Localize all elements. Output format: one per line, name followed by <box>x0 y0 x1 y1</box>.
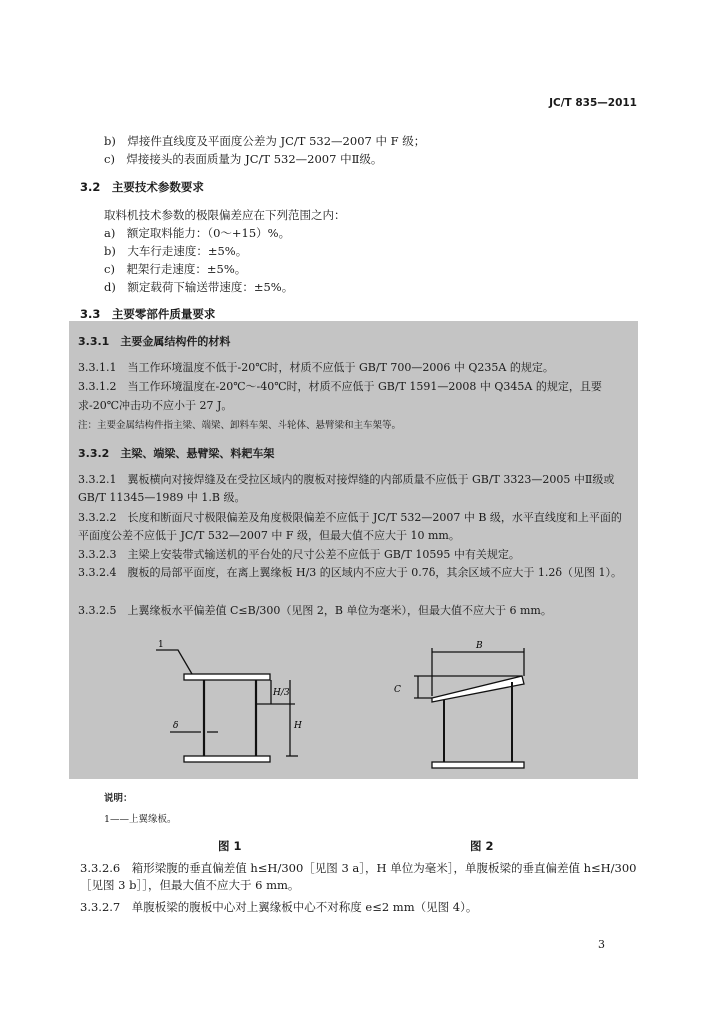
clause-3-3-2-1: 3.3.2.1 翼板横向对接焊缝及在受拉区域内的腹板对接焊缝的内部质量不应低于 GB/T 3323—2005 中Ⅱ级或 GB/T 11345—1989 中 1.B 级。 <box>78 473 615 504</box>
clause-3-3-1-2-line2: 求-20℃冲击功不应小于 27 J。 <box>78 399 233 412</box>
figure-1-caption: 图 1 <box>218 839 242 853</box>
section-3-2-title: 3.2 主要技术参数要求 <box>80 180 204 194</box>
fig1-label-delta: δ <box>173 721 179 731</box>
document-code: JC/T 835—2011 <box>549 97 637 109</box>
section-3-3-title: 3.3 主要零部件质量要求 <box>80 307 216 321</box>
section-3-3-1-title: 3.3.1 主要金属结构件的材料 <box>78 335 231 348</box>
clause-3-3-2-2: 3.3.2.2 长度和断面尺寸极限偏差及角度极限偏差不应低于 JC/T 532—2007 中 B 级，水平直线度和上平面的平面度公差不应低于 JC/T 532—2007 中 F 级，但最大值不应大于 10 mm。 <box>78 511 622 542</box>
clause-3-3-2-5: 3.3.2.5 上翼缘板水平偏差值 C≤B/300（见图 2，B 单位为毫米），但最大值不应大于 6 mm。 <box>78 604 552 617</box>
figure-2-caption: 图 2 <box>470 839 494 853</box>
param-item: b) 大车行走速度：±5%。 <box>104 244 248 258</box>
section-3-3-2-title: 3.3.2 主梁、端梁、悬臂梁、料耙车架 <box>78 447 275 460</box>
fig1-label-h3: H/3 <box>273 688 290 698</box>
clause-3-3-1-1: 3.3.1.1 当工作环境温度不低于-20℃时，材质不应低于 GB/T 700—2006 中 Q235A 的规定。 <box>78 361 554 374</box>
clause-3-3-2-6: 3.3.2.6 箱形梁腹的垂直偏差值 h≤H/300［见图 3 a］，H 单位为毫米］，单腹板梁的垂直偏差值 h≤H/300［见图 3 b］］，但最大值不应大于 6 mm。 <box>80 861 637 892</box>
page-number: 3 <box>598 938 605 951</box>
fig1-label-1: 1 <box>158 640 164 650</box>
legend-title: 说明： <box>104 793 133 804</box>
legend-item-1: 1——上翼缘板。 <box>104 814 177 825</box>
clause-3-3-2-4: 3.3.2.4 腹板的局部平面度，在离上翼缘板 H/3 的区域内不应大于 0.7δ，其余区域不应大于 1.2δ（见图 1）。 <box>78 566 622 579</box>
note: 注：主要金属结构件指主梁、端梁、卸料车架、斗轮体、悬臂梁和主车架等。 <box>78 420 402 431</box>
param-item: a) 额定取料能力：（0～+15）%。 <box>104 226 291 240</box>
item-b-welded-straightness: b) 焊接件直线度及平面度公差为 JC/T 532—2007 中 F 级； <box>104 134 426 148</box>
param-item: c) 耙架行走速度：±5%。 <box>104 262 247 276</box>
fig2-label-B: B <box>476 641 483 651</box>
fig2-label-C: C <box>394 685 401 695</box>
section-3-2-intro: 取料机技术参数的极限偏差应在下列范围之内： <box>104 208 346 222</box>
clause-3-3-1-2-line1: 3.3.1.2 当工作环境温度在-20℃～-40℃时，材质不应低于 GB/T 1591—2008 中 Q345A 的规定，且要 <box>78 380 602 393</box>
figure-1-web-flatness <box>140 636 340 776</box>
clause-3-3-2-3: 3.3.2.3 主梁上安装带式输送机的平台处的尺寸公差不应低于 GB/T 10595 中有关规定。 <box>78 548 520 561</box>
item-c-weld-surface: c) 焊接接头的表面质量为 JC/T 532—2007 中Ⅱ级。 <box>104 152 383 166</box>
clause-3-3-2-7: 3.3.2.7 单腹板梁的腹板中心对上翼缘板中心不对称度 e≤2 mm（见图 4）。 <box>80 900 478 914</box>
fig1-label-H: H <box>294 721 302 731</box>
figure-2-flange-level <box>388 636 548 776</box>
param-item: d) 额定载荷下输送带速度：±5%。 <box>104 280 294 294</box>
